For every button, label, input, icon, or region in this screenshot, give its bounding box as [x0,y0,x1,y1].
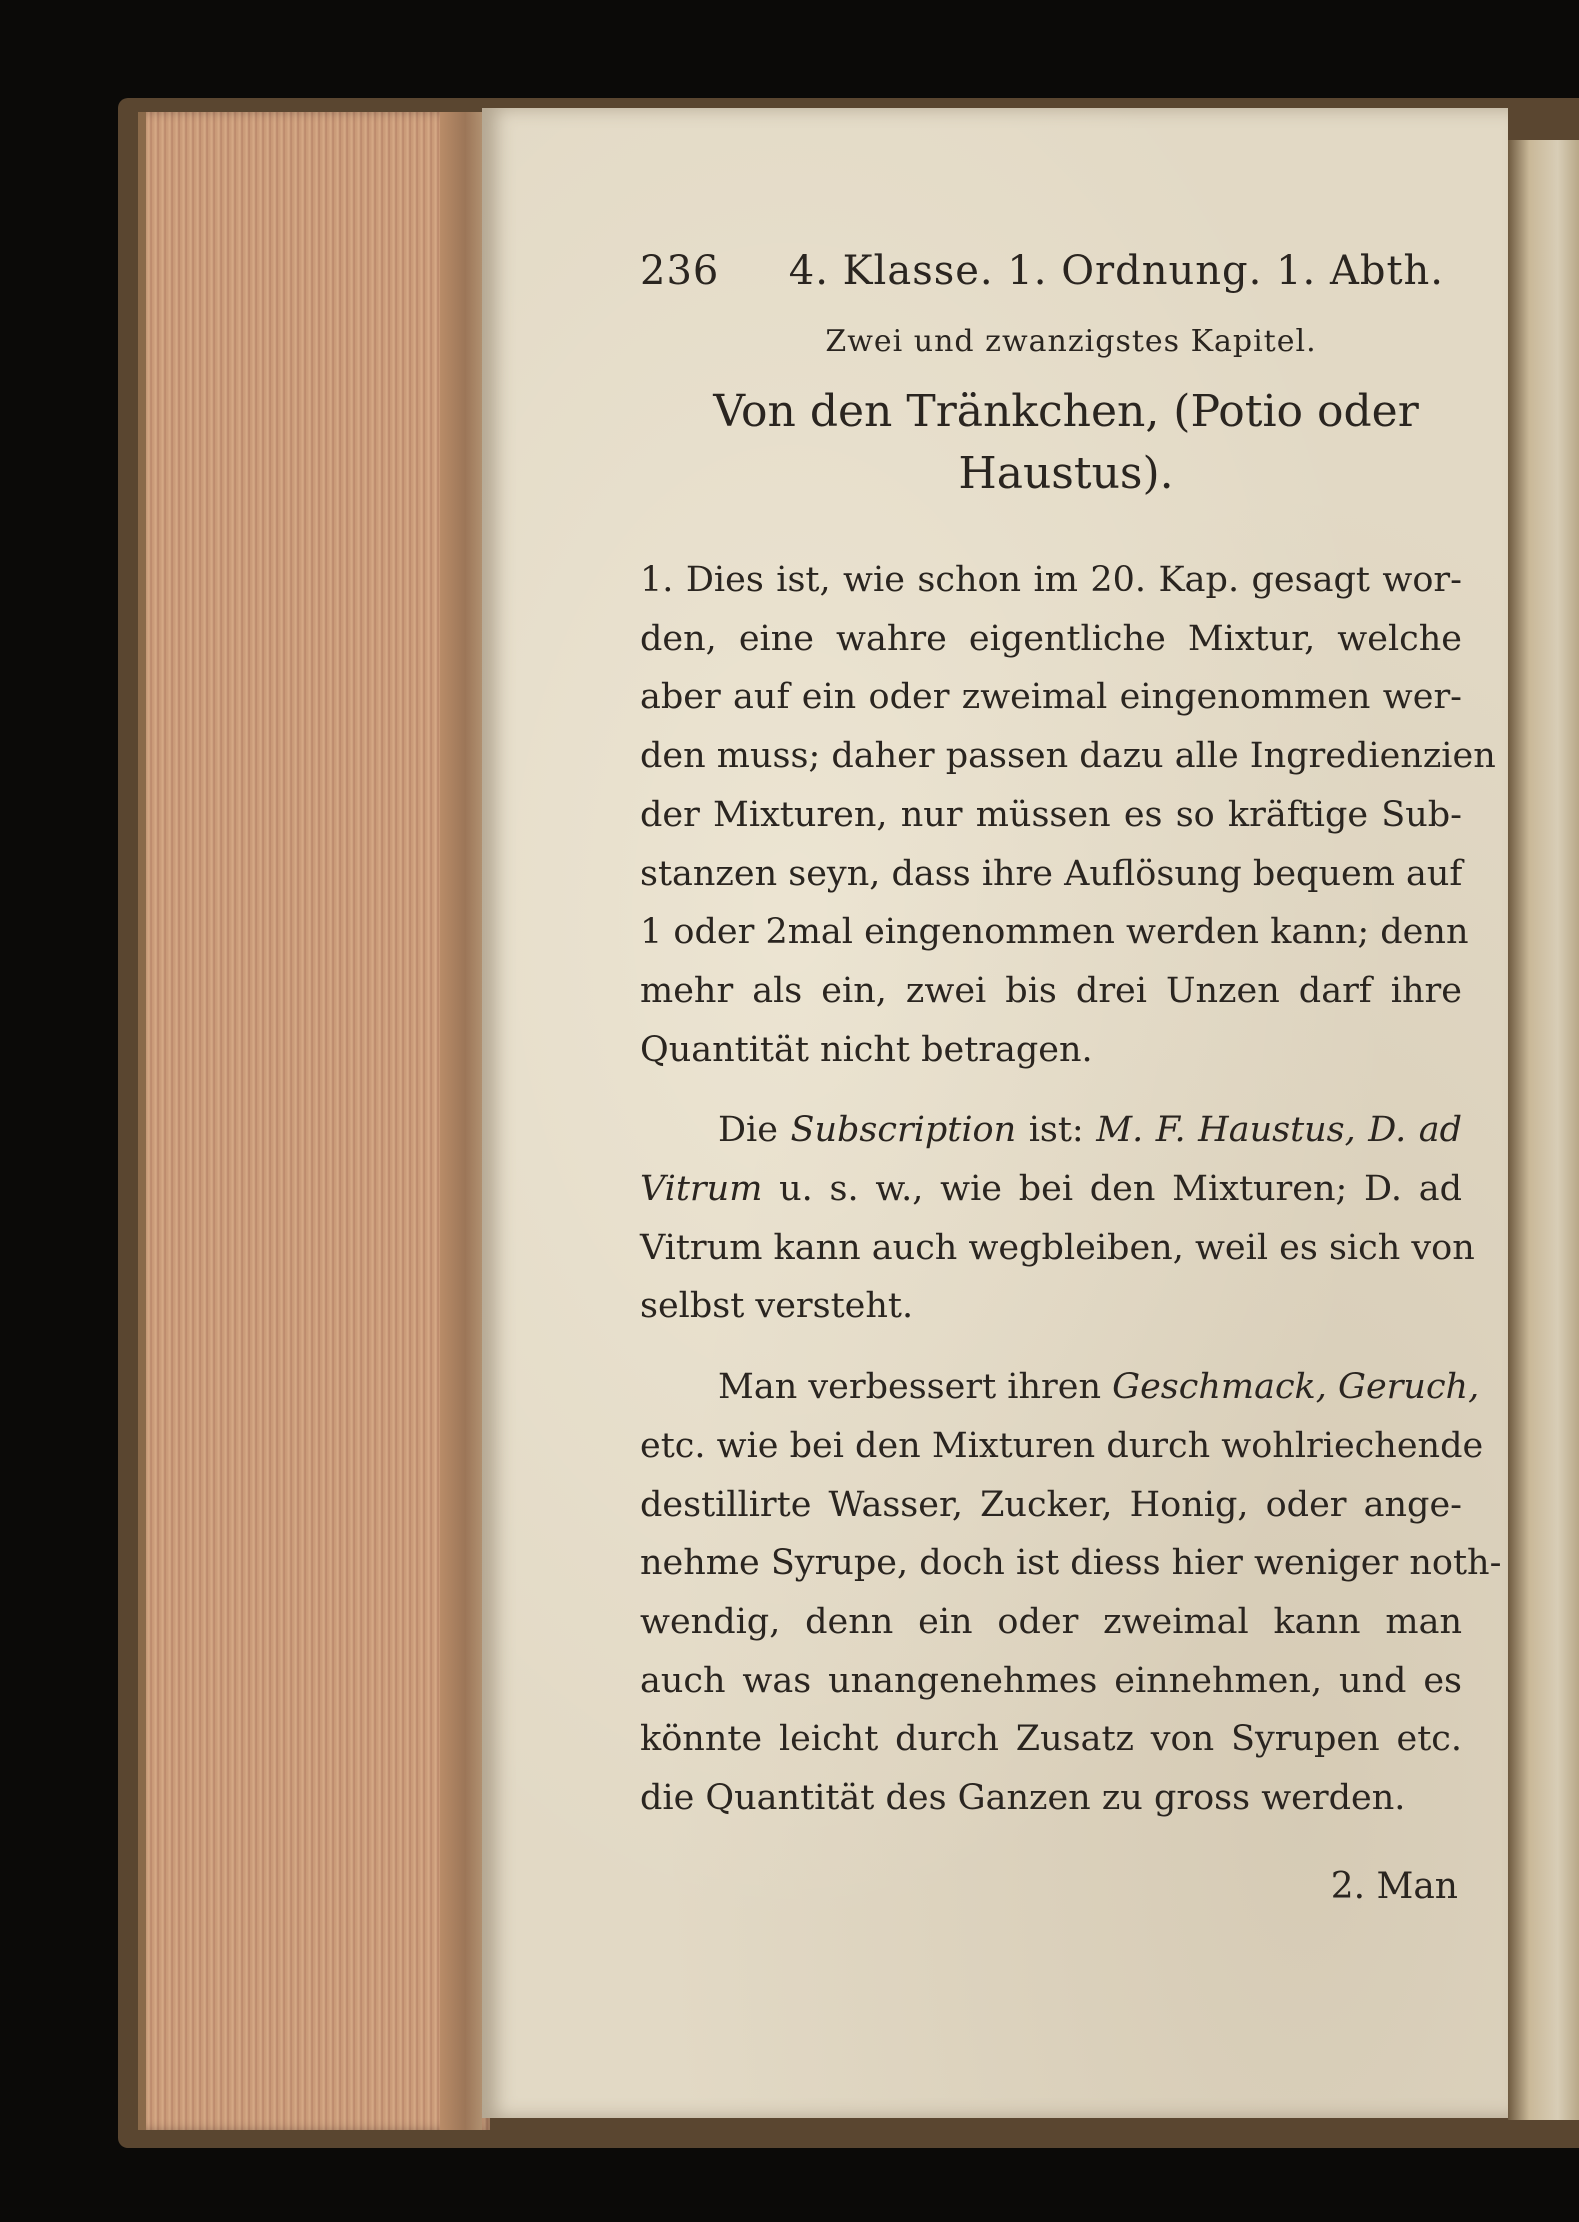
text-line: die Quantität des Ganzen zu gross werden. [640,1778,1406,1819]
text-line: etc. wie bei den Mixturen durch wohlriechende [640,1425,1484,1466]
facing-page-edge [1508,140,1579,2120]
text-line [640,1160,1462,1219]
italic-term: Geschmack, Geruch, [1112,1367,1480,1408]
paragraph-3 [640,1358,1502,1828]
running-header [640,248,1462,294]
gutter-shadow [440,112,482,2130]
text-run: Die [718,1110,791,1151]
text-run: u. s. w., wie bei den Mixturen; D. ad [762,1169,1462,1210]
chapter-title [670,381,1462,505]
text-line: den, eine wahre eigentliche Mixtur, welche [640,618,1462,659]
text-line: aber auf ein oder zweimal eingenommen wer- [640,677,1462,718]
text-run: Man verbessert ihren [718,1367,1113,1408]
text-line: nehme Syrupe, doch ist diess hier weniger noth- [640,1543,1502,1584]
text-line: könnte leicht durch Zusatz von Syrupen etc. [640,1719,1462,1760]
paragraph-1 [640,551,1496,1079]
chapter-label: Zwei und zwanzigstes Kapitel. [825,324,1317,359]
text-line: Vitrum kann auch wegbleiben, weil es sich von [640,1227,1475,1268]
paragraph-2 [640,1101,1475,1336]
italic-term: Vitrum [640,1169,763,1210]
text-line: selbst versteht. [640,1286,914,1327]
page-text [640,248,1502,1907]
text-line: Quantität nicht betragen. [640,1029,1093,1070]
text-line: stanzen seyn, dass ihre Auflösung bequem auf [640,853,1463,894]
chapter-title-line-2: Haustus). [958,448,1174,499]
text-line [640,1358,1480,1417]
text-line: 1 oder 2mal eingenommen werden kann; denn [640,912,1469,953]
catchword: 2. Man [1330,1865,1458,1907]
text-run: ist: [1016,1110,1097,1151]
text-line: wendig, denn ein oder zweimal kann man [640,1601,1462,1642]
text-line: den muss; daher passen dazu alle Ingredienzien [640,736,1496,777]
book-page [482,108,1508,2118]
page-edges [138,112,490,2130]
chapter-title-line-1: Von den Tränkchen, (Potio oder [713,386,1419,437]
text-line: destillirte Wasser, Zucker, Honig, oder ange- [640,1484,1462,1525]
italic-term: Subscription [790,1110,1017,1151]
text-line: mehr als ein, zwei bis drei Unzen darf ihre [640,970,1462,1011]
text-line: 1. Dies ist, wie schon im 20. Kap. gesagt wor- [640,560,1462,600]
page-number: 236 [640,248,720,294]
running-head: 4. Klasse. 1. Ordnung. 1. Abth. [788,248,1444,294]
text-line: der Mixturen, nur müssen es so kräftige Sub- [640,794,1462,835]
italic-formula: M. F. Haustus, D. ad [1096,1110,1462,1151]
text-line [640,1101,1462,1160]
text-line: auch was unangenehmes einnehmen, und es [640,1660,1462,1701]
